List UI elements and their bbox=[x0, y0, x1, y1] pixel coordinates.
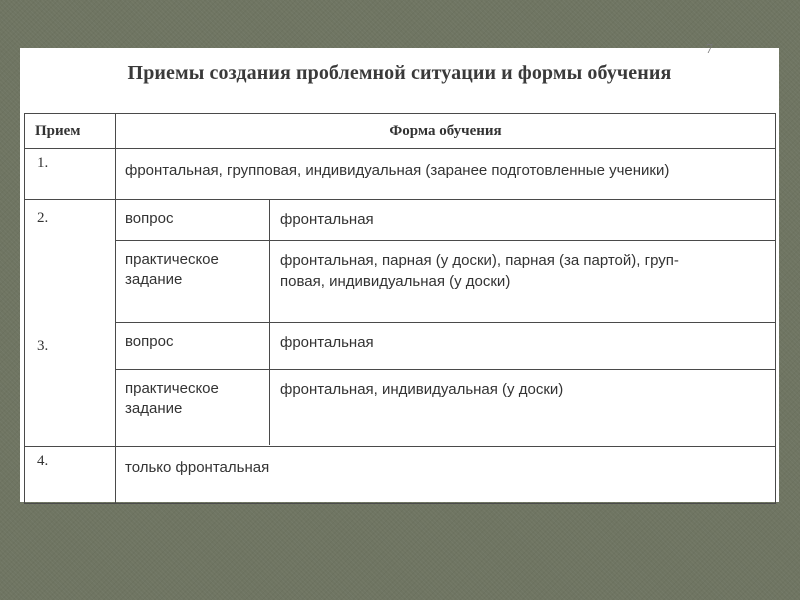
kind-label bbox=[116, 370, 270, 446]
row-number-cell bbox=[25, 200, 116, 447]
row-cell bbox=[116, 149, 776, 200]
corner-mark: 7 bbox=[706, 42, 713, 57]
slide-content bbox=[20, 42, 779, 502]
table-header-row bbox=[25, 114, 776, 149]
table-row bbox=[25, 447, 776, 504]
sub-table bbox=[116, 200, 775, 445]
sub-row bbox=[116, 241, 775, 323]
header-method: Прием bbox=[25, 114, 116, 149]
kind-label: вопрос bbox=[116, 200, 270, 241]
row-number: 3. bbox=[37, 338, 49, 354]
row-cell bbox=[116, 447, 776, 504]
kind-label: вопрос bbox=[116, 323, 270, 370]
form-line: повая, индивидуальная (у доски) bbox=[280, 273, 511, 290]
kind-line: задание bbox=[125, 400, 183, 417]
slide-title: Приемы создания проблемной ситуации и формы обучения bbox=[127, 62, 672, 84]
row-number: 4. bbox=[25, 447, 116, 504]
kind-line: задание bbox=[125, 271, 183, 288]
form-text: фронтальная bbox=[270, 323, 776, 370]
sub-row bbox=[116, 323, 775, 370]
form-line: фронтальная, парная (у доски), парная (за партой), груп- bbox=[280, 252, 679, 269]
sub-row bbox=[116, 370, 775, 446]
form-text: фронтальная, групповая, индивидуальная (заранее подготовленные ученики) bbox=[125, 162, 670, 179]
row-number: 1. bbox=[25, 149, 116, 200]
form-text: фронтальная, индивидуальная (у доски) bbox=[280, 381, 564, 398]
sub-row bbox=[116, 200, 775, 241]
table-row bbox=[25, 149, 776, 200]
row-number: 2. bbox=[37, 210, 49, 226]
form-text bbox=[270, 241, 776, 323]
header-form: Форма обучения bbox=[116, 114, 776, 149]
row-cell bbox=[116, 200, 776, 447]
methods-table bbox=[24, 113, 776, 504]
form-text: только фронтальная bbox=[125, 459, 270, 476]
table-row bbox=[25, 200, 776, 447]
kind-line: практическое bbox=[125, 380, 219, 397]
kind-label bbox=[116, 241, 270, 323]
kind-line: практическое bbox=[125, 251, 219, 268]
form-text: фронтальная bbox=[270, 200, 776, 241]
